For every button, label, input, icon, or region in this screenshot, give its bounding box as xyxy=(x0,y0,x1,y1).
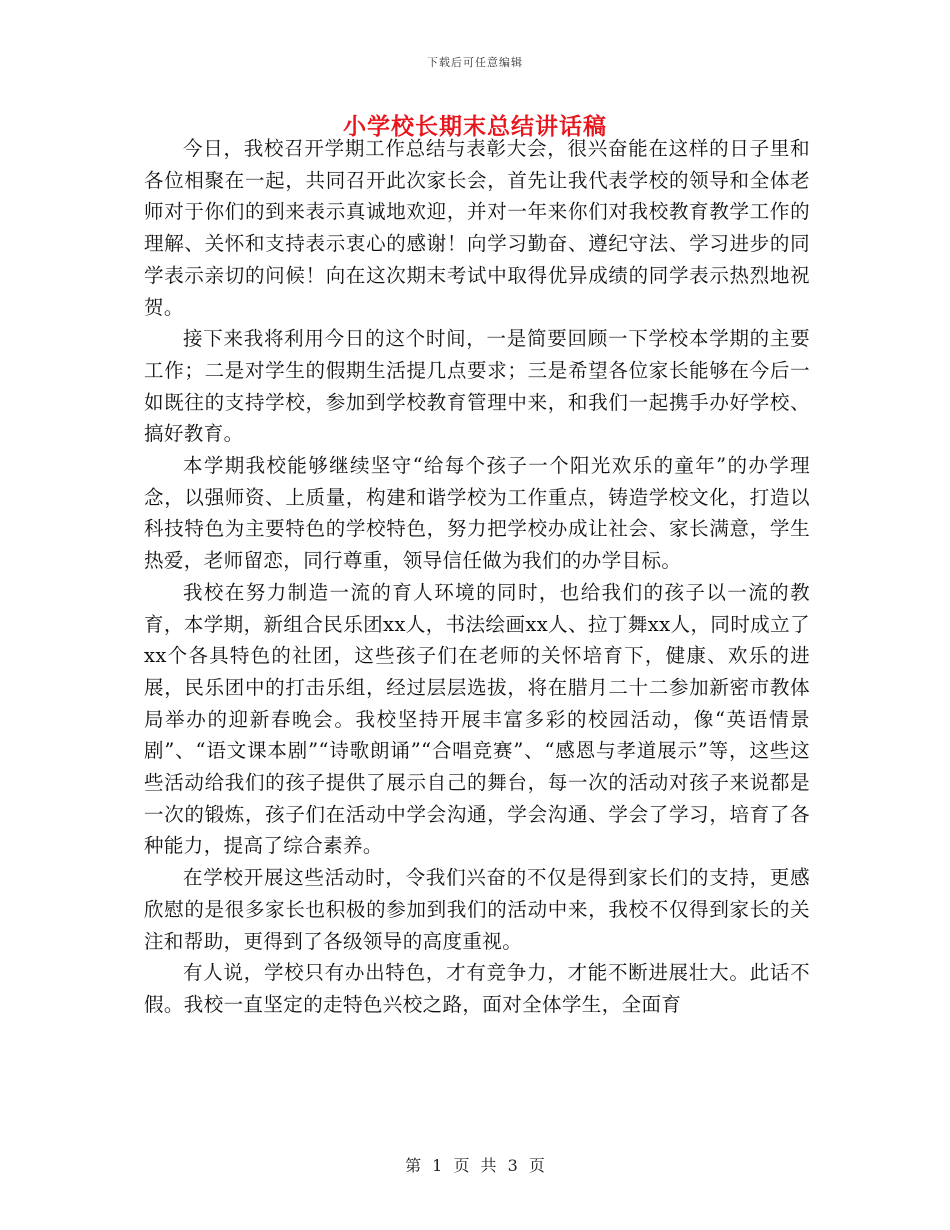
header-note: 下载后可任意编辑 xyxy=(427,56,523,69)
paragraph: 有人说，学校只有办出特色，才有竞争力，才能不断进展壮大。此话不假。我校一直坚定的走特色兴校之路，面对全体学生，全面育 xyxy=(144,961,810,1016)
paragraph: 今日，我校召开学期工作总结与表彰大会，很兴奋能在这样的日子里和各位相聚在一起，共同召开此次家长会，首先让我代表学校的领导和全体老师对于你们的到来表示真诚地欢迎，并对一年来你们对我校教育教学工作的理解、关怀和支持表示衷心的感谢！向学习勤奋、遵纪守法、学习进步的同学表示亲切的问候！向在这次期末考试中取得优异成绩的同学表示热烈地祝贺。 xyxy=(144,137,810,319)
page-number-footer: 第 1 页 共 3 页 xyxy=(405,1156,545,1175)
paragraph: 本学期我校能够继续坚守“给每个孩子一个阳光欢乐的童年”的办学理念，以强师资、上质量，构建和谐学校为工作重点，铸造学校文化，打造以科技特色为主要特色的学校特色，努力把学校办成让社会、家长满意，学生热爱，老师留恋，同行尊重，领导信任做为我们的办学目标。 xyxy=(144,454,810,573)
document-title: 小学校长期末总结讲话稿 xyxy=(343,113,607,140)
paragraph: 在学校开展这些活动时，令我们兴奋的不仅是得到家长们的支持，更感欣慰的是很多家长也积极的参加到我们的活动中来，我校不仅得到家长的关注和帮助，更得到了各级领导的高度重视。 xyxy=(144,866,810,953)
paragraph: 接下来我将利用今日的这个时间，一是简要回顾一下学校本学期的主要工作；二是对学生的假期生活提几点要求；三是希望各位家长能够在今后一如既往的支持学校，参加到学校教育管理中来，和我们一起携手办好学校、搞好教育。 xyxy=(144,327,810,446)
document-body xyxy=(144,133,810,1021)
paragraph: 我校在努力制造一流的育人环境的同时，也给我们的孩子以一流的教育，本学期，新组合民乐团xx人，书法绘画xx人、拉丁舞xx人，同时成立了xx个各具特色的社团，这些孩子们在老师的关怀培育下，健康、欢乐的进展，民乐团中的打击乐组，经过层层选拔，将在腊月二十二参加新密市教体局举办的迎新春晚会。我校坚持开展丰富多彩的校园活动，像“英语情景剧”、“语文课本剧”“诗歌朗诵”“合唱竞赛”、“感恩与孝道展示”等，这些这些活动给我们的孩子提供了展示自己的舞台，每一次的活动对孩子来说都是一次的锻炼，孩子们在活动中学会沟通，学会沟通、学会了学习，培育了各种能力，提高了综合素养。 xyxy=(144,580,810,858)
